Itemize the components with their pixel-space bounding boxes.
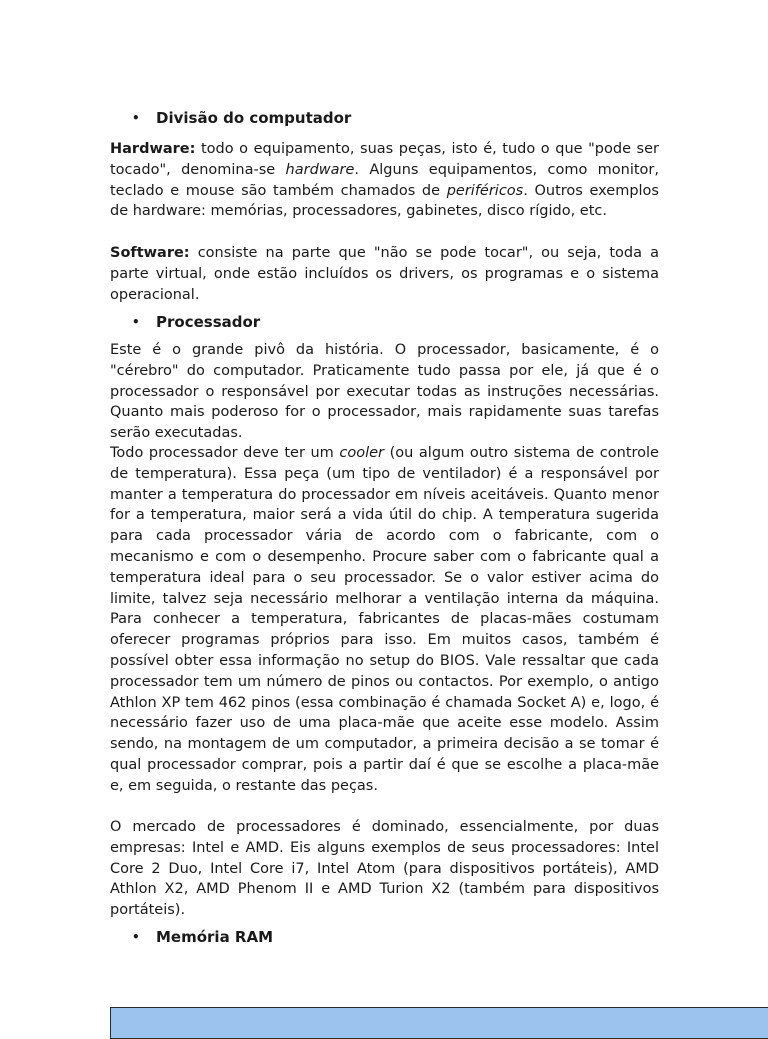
text-run: O mercado de processadores é dominado, essencialmente, por duas empresas: Intel e AMD. Eis alguns exemplos de seus processadores: Intel Core 2 Duo, Intel Core i7, Intel Atom (para dispositivos portáteis), AMD Athlon X2, AMD Phenom II e AMD Turion X2 (também para dispositivos portáteis). [110, 819, 659, 919]
bottom-blue-box [110, 1007, 768, 1039]
bullet-icon: • [132, 930, 140, 944]
paragraph [110, 139, 659, 222]
text-run: Este é o grande pivô da história. O processador, basicamente, é o "cérebro" do computador. Praticamente tudo passa por ele, já que é o processador o responsável por executar todas as instruções necessárias. Quanto mais poderoso for o processador, mais rapidamente suas tarefas serão executadas. [110, 342, 659, 442]
paragraph [110, 817, 659, 921]
section-heading [110, 108, 659, 129]
section-heading-text: Divisão do computador [156, 109, 352, 127]
italic-term: hardware [285, 161, 355, 178]
text-run: Todo processador deve ter um [110, 445, 340, 461]
italic-term: periféricos [446, 182, 524, 199]
paragraph [110, 243, 659, 305]
italic-term: cooler [339, 445, 385, 461]
section-heading [110, 312, 659, 333]
term-label: Hardware: [110, 141, 196, 157]
paragraph [110, 340, 659, 444]
bullet-icon: • [132, 315, 140, 329]
bullet-icon: • [132, 111, 140, 125]
text-run: consiste na parte que "não se pode tocar", ou seja, toda a parte virtual, onde estão incluídos os drivers, os programas e o sistema operacional. [110, 245, 659, 303]
section-heading [110, 927, 659, 948]
text-run: todo o equipamento, suas peças, isto é, tudo o que "pode ser tocado", denomina-se [110, 141, 659, 178]
text-run: (ou algum outro sistema de controle de temperatura). Essa peça (um tipo de ventilador) é a responsável por manter a temperatura do processador em níveis aceitáveis. Quanto menor for a temperatura, maior será a vida útil do chip. A temperatura sugerida para cada processador vária de acordo com o fabricante, com o mecanismo e com o desempenho. Procure saber com o fabricante qual a temperatura ideal para o seu processador. Se o valor estiver acima do limite, talvez seja necessário melhorar a ventilação interna da máquina. Para conhecer a temperatura, fabricantes de placas-mães costumam oferecer programas próprios para isso. Em muitos casos, também é possível obter essa informação no setup do BIOS. Vale ressaltar que cada processador tem um número de pinos ou contactos. Por exemplo, o antigo Athlon XP tem 462 pinos (essa combinação é chamada Socket A) e, logo, é necessário fazer uso de uma placa-mãe que aceite esse modelo. Assim sendo, na montagem de um computador, a primeira decisão a se tomar é qual processador comprar, pois a partir daí é que se escolhe a placa-mãe e, em seguida, o restante das peças. [110, 445, 659, 794]
section-heading-text: Processador [156, 313, 261, 331]
term-label: Software: [110, 245, 190, 261]
section-heading-text: Memória RAM [156, 928, 274, 946]
text-run: . Outros exemplos de hardware: memórias, processadores, gabinetes, disco rígido, etc. [110, 182, 659, 220]
paragraph [110, 443, 659, 797]
text-run: . Alguns equipamentos, como monitor, teclado e mouse são também chamados de [110, 161, 659, 199]
